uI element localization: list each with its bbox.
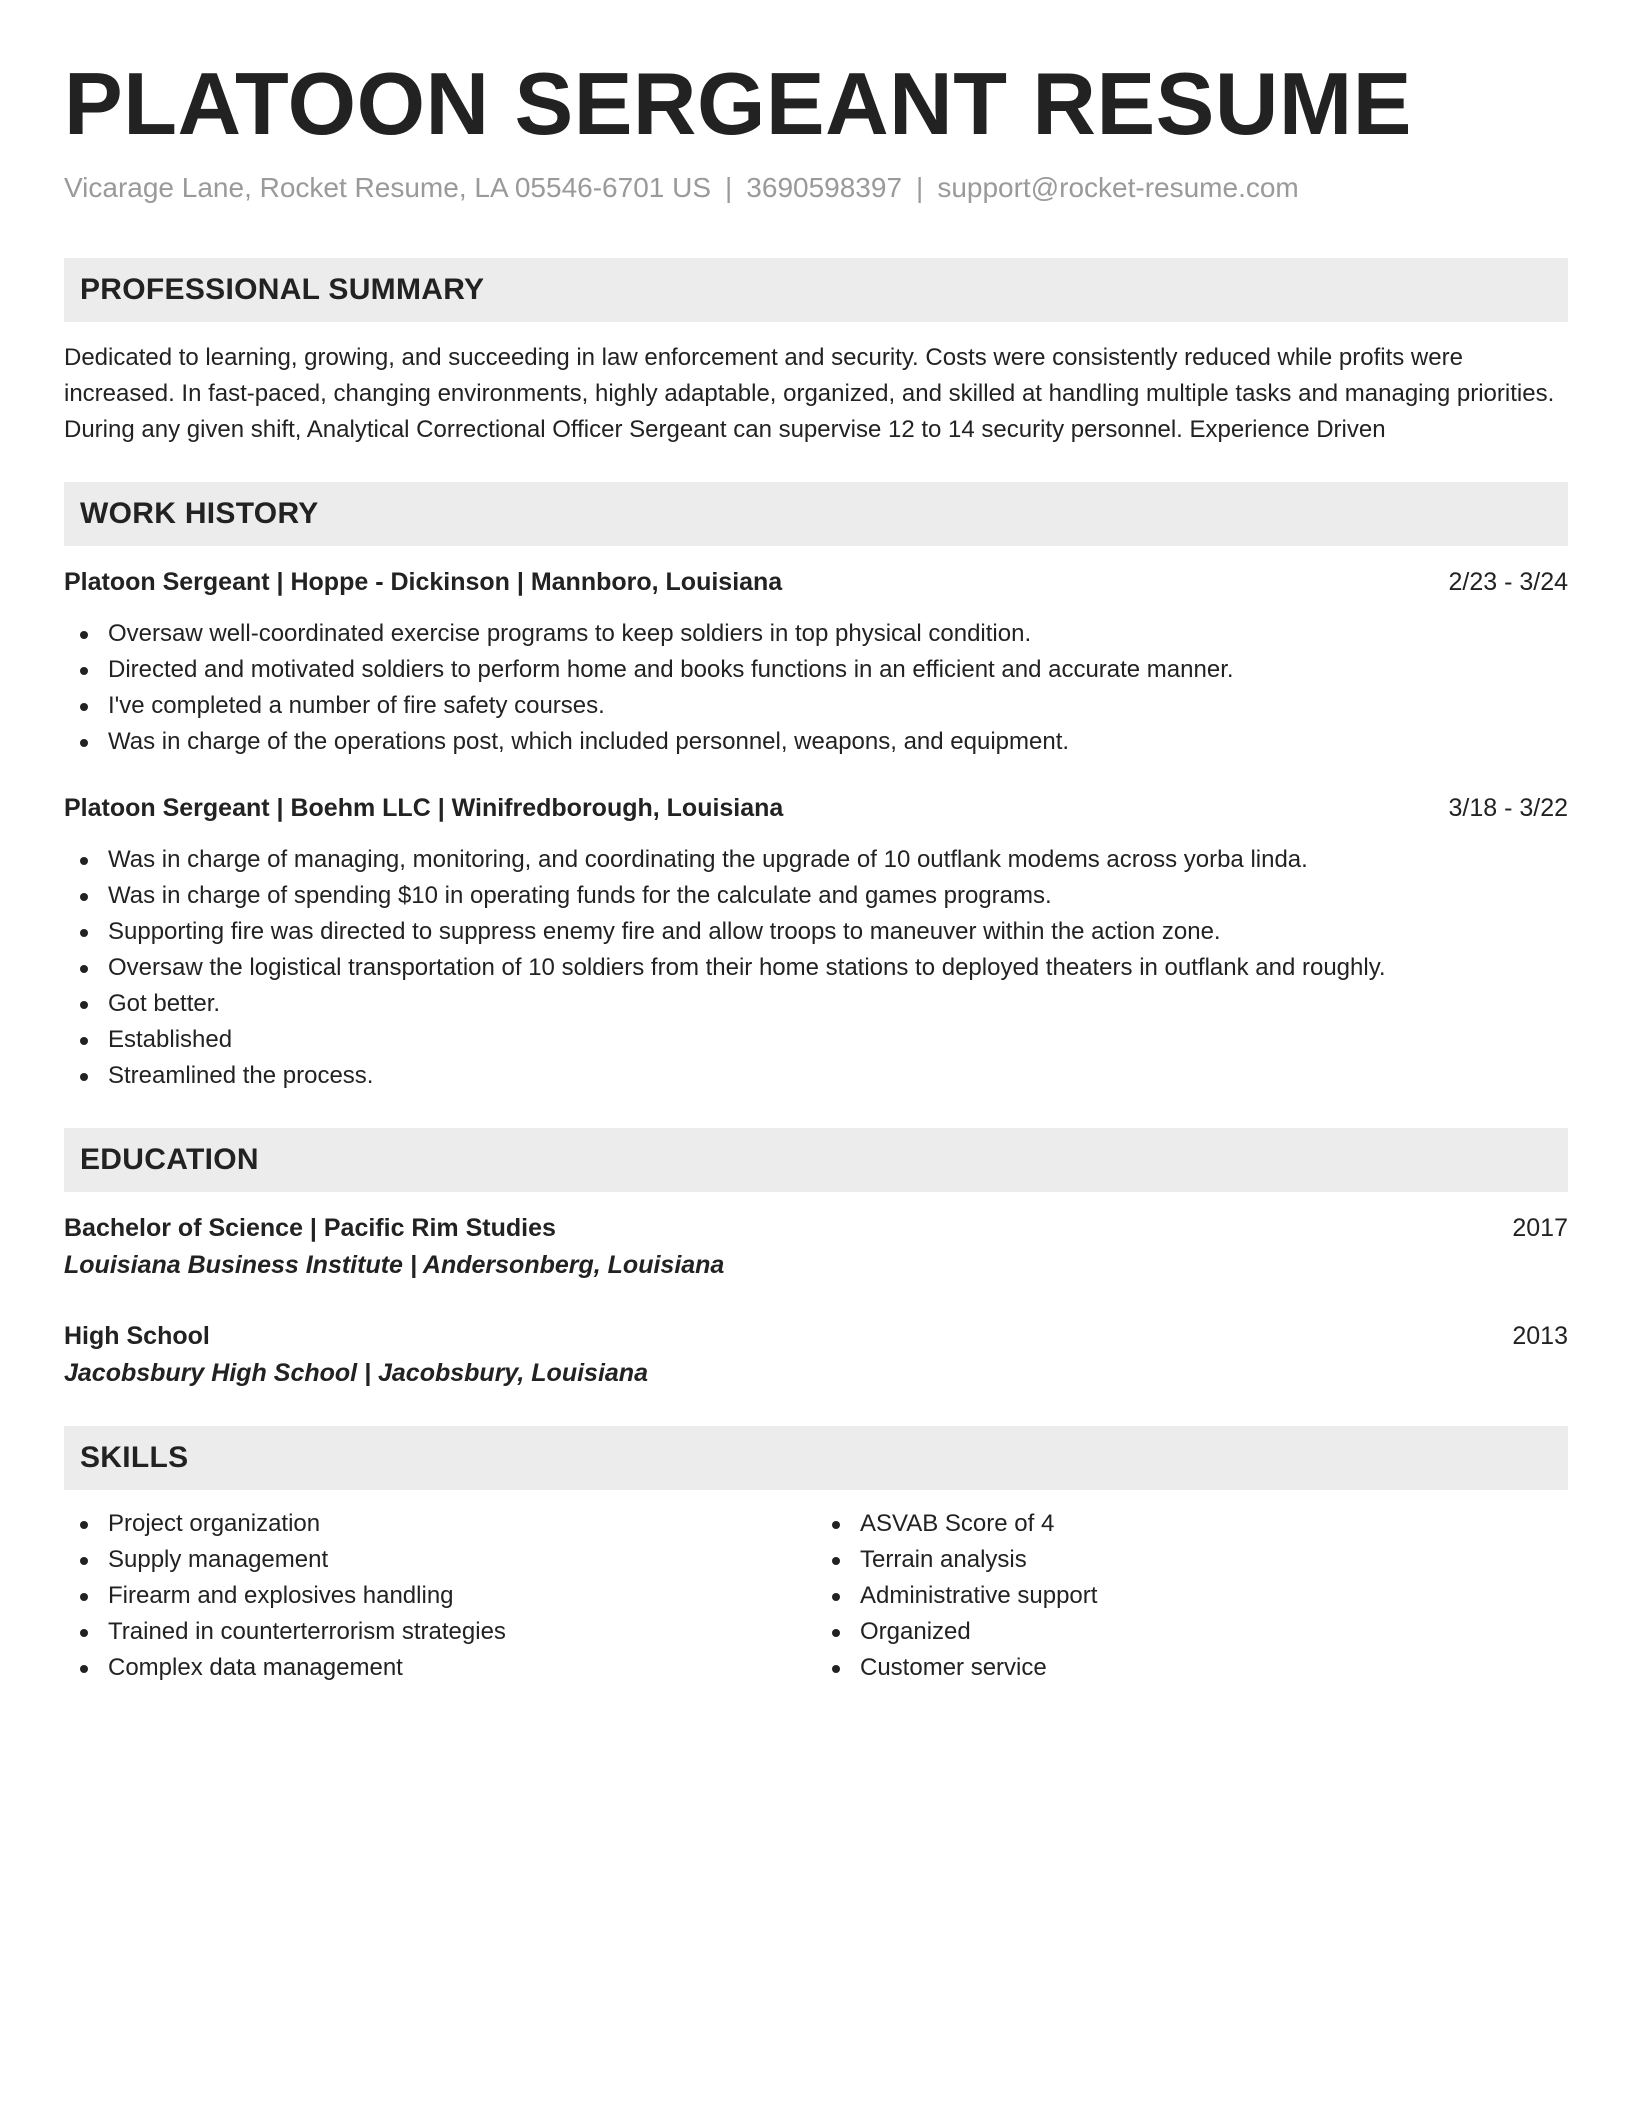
list-item <box>64 688 1568 724</box>
list-item <box>64 1022 1568 1058</box>
bullet-icon <box>80 893 88 901</box>
bullet-text: Got better. <box>108 990 221 1017</box>
bullet-text: Was in charge of spending $10 in operating funds for the calculate and games programs. <box>108 882 1052 909</box>
work-heading: WORK HISTORY <box>80 497 319 530</box>
contact-line <box>64 168 1568 208</box>
education-school: Louisiana Business Institute | Andersonberg, Louisiana <box>64 1251 725 1279</box>
education-heading: EDUCATION <box>80 1143 259 1176</box>
contact-separator: | <box>725 172 733 203</box>
list-item <box>64 914 1568 950</box>
bullet-icon <box>80 965 88 973</box>
job-dates: 3/18 - 3/22 <box>1448 794 1568 822</box>
bullet-icon <box>80 1073 88 1081</box>
list-item <box>64 616 1568 652</box>
education-section-header <box>64 1128 1568 1192</box>
list-item <box>64 724 1568 760</box>
bullet-icon <box>80 1629 88 1637</box>
skill-text: Project organization <box>108 1510 321 1537</box>
list-item <box>64 1542 816 1578</box>
list-item <box>64 950 1568 986</box>
bullet-text: Established <box>108 1026 233 1053</box>
skill-text: Customer service <box>860 1654 1047 1681</box>
job-bullets <box>64 842 1568 1094</box>
summary-text: Dedicated to learning, growing, and succeeding in law enforcement and security. Costs were consistently reduced while profits were increased. In fast-paced, changing environments, highly adaptable, organized, and skilled at handling multiple tasks and managing priorities. During any given shift, Analytical Correctional Officer Sergeant can supervise 12 to 14 security personnel. Experience Driven <box>64 344 1555 443</box>
skill-text: Firearm and explosives handling <box>108 1582 454 1609</box>
bullet-text: Directed and motivated soldiers to perform home and books functions in an efficient and accurate manner. <box>108 656 1234 683</box>
education-entry <box>64 1318 1568 1392</box>
list-item <box>64 986 1568 1022</box>
list-item <box>64 1650 816 1686</box>
bullet-icon <box>832 1629 840 1637</box>
bullet-icon <box>80 929 88 937</box>
bullet-text: Was in charge of managing, monitoring, and coordinating the upgrade of 10 outflank modems across yorba linda. <box>108 846 1308 873</box>
skills-heading: SKILLS <box>80 1441 189 1474</box>
bullet-icon <box>832 1593 840 1601</box>
job-title: Platoon Sergeant | Boehm LLC | Winifredborough, Louisiana <box>64 794 784 822</box>
bullet-text: Oversaw the logistical transportation of 10 soldiers from their home stations to deployed theaters in outflank and roughly. <box>108 954 1386 981</box>
skill-text: Trained in counterterrorism strategies <box>108 1618 506 1645</box>
list-item <box>816 1578 1568 1614</box>
job-entry <box>64 790 1568 1094</box>
bullet-icon <box>832 1665 840 1673</box>
summary-section-header <box>64 258 1568 322</box>
list-item <box>64 1058 1568 1094</box>
bullet-icon <box>80 857 88 865</box>
contact-separator: | <box>916 172 924 203</box>
skills-section-header <box>64 1426 1568 1490</box>
skill-text: Organized <box>860 1618 971 1645</box>
education-header-row <box>64 1318 1568 1354</box>
skills-list <box>816 1506 1568 1686</box>
job-dates: 2/23 - 3/24 <box>1448 568 1568 596</box>
education-school: Jacobsbury High School | Jacobsbury, Louisiana <box>64 1359 648 1387</box>
bullet-icon <box>80 1557 88 1565</box>
job-header-row <box>64 790 1568 826</box>
bullet-icon <box>80 703 88 711</box>
skill-text: Administrative support <box>860 1582 1098 1609</box>
list-item <box>64 878 1568 914</box>
bullet-text: Oversaw well-coordinated exercise programs to keep soldiers in top physical condition. <box>108 620 1032 647</box>
resume-title: PLATOON SERGEANT RESUME <box>64 54 1412 153</box>
summary-heading: PROFESSIONAL SUMMARY <box>80 273 485 306</box>
list-item <box>816 1506 1568 1542</box>
education-degree: High School <box>64 1322 210 1350</box>
bullet-icon <box>80 1593 88 1601</box>
bullet-icon <box>80 1665 88 1673</box>
skills-list <box>64 1506 816 1686</box>
list-item <box>64 1614 816 1650</box>
list-item <box>64 842 1568 878</box>
skill-text: Complex data management <box>108 1654 403 1681</box>
education-entry <box>64 1210 1568 1284</box>
bullet-icon <box>80 1521 88 1529</box>
bullet-icon <box>80 1037 88 1045</box>
contact-email: support@rocket-resume.com <box>937 172 1299 203</box>
contact-phone: 3690598397 <box>746 172 903 203</box>
list-item <box>816 1542 1568 1578</box>
education-degree: Bachelor of Science | Pacific Rim Studies <box>64 1214 556 1242</box>
job-header-row <box>64 564 1568 600</box>
skill-text: ASVAB Score of 4 <box>860 1510 1055 1537</box>
skills-columns <box>64 1506 1568 1686</box>
work-section-header <box>64 482 1568 546</box>
bullet-text: I've completed a number of fire safety courses. <box>108 692 605 719</box>
list-item <box>64 652 1568 688</box>
job-bullets <box>64 616 1568 760</box>
contact-address: Vicarage Lane, Rocket Resume, LA 05546-6701 US <box>64 172 712 203</box>
list-item <box>816 1614 1568 1650</box>
bullet-icon <box>80 631 88 639</box>
list-item <box>816 1650 1568 1686</box>
job-title: Platoon Sergeant | Hoppe - Dickinson | Mannboro, Louisiana <box>64 568 783 596</box>
list-item <box>64 1578 816 1614</box>
bullet-text: Was in charge of the operations post, which included personnel, weapons, and equipment. <box>108 728 1070 755</box>
skills-right-column <box>816 1506 1568 1686</box>
bullet-text: Supporting fire was directed to suppress enemy fire and allow troops to maneuver within the action zone. <box>108 918 1221 945</box>
bullet-icon <box>80 1001 88 1009</box>
education-header-row <box>64 1210 1568 1246</box>
bullet-icon <box>832 1521 840 1529</box>
skill-text: Supply management <box>108 1546 329 1573</box>
bullet-icon <box>832 1557 840 1565</box>
list-item <box>64 1506 816 1542</box>
bullet-text: Streamlined the process. <box>108 1062 374 1089</box>
skills-left-column <box>64 1506 816 1686</box>
skill-text: Terrain analysis <box>860 1546 1027 1573</box>
bullet-icon <box>80 739 88 747</box>
education-year: 2013 <box>1512 1322 1568 1350</box>
education-year: 2017 <box>1512 1214 1568 1242</box>
bullet-icon <box>80 667 88 675</box>
job-entry <box>64 564 1568 760</box>
